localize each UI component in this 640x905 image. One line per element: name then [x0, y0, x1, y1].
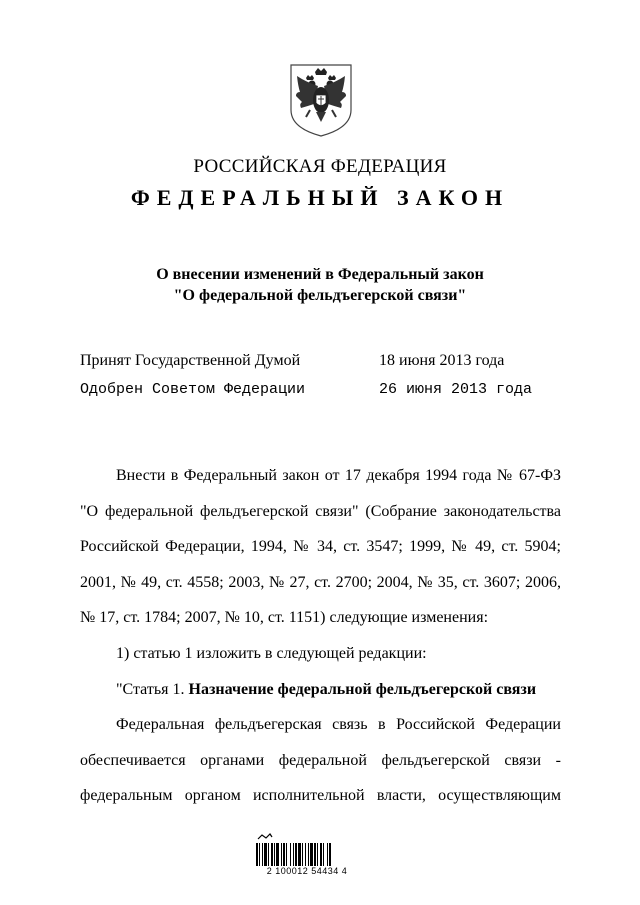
coat-of-arms-icon — [288, 62, 354, 138]
duma-adoption-date: 18 июня 2013 года — [379, 352, 505, 369]
signature-mark — [258, 834, 272, 839]
article-prefix: "Статья 1. — [116, 680, 189, 698]
duma-adoption-label: Принят Государственной Думой — [80, 352, 301, 369]
country-name: РОССИЙСКАЯ ФЕДЕРАЦИЯ — [193, 156, 447, 177]
article-title: Назначение федеральной фельдъегерской связи — [188, 680, 537, 698]
article-1-heading — [80, 672, 561, 708]
law-body — [80, 458, 561, 814]
document-type: ФЕДЕРАЛЬНЫЙ ЗАКОН — [130, 185, 510, 210]
law-title-line-2: "О федеральной фельдъегерской связи" — [173, 287, 467, 304]
barcode-number: 2 100012 54434 4 — [252, 866, 362, 876]
law-title — [0, 264, 640, 306]
law-title-line-1: О внесении изменений в Федеральный закон — [156, 266, 484, 283]
adoption-council-row — [80, 381, 560, 401]
adoption-duma-row — [80, 352, 560, 372]
council-approval-date: 26 июня 2013 года — [379, 381, 533, 398]
council-approval-label: Одобрен Советом Федерации — [80, 381, 306, 398]
article-1-text: Федеральная фельдъегерская связь в Российской Федерации обеспечивается органами федеральной фельдъегерской связи - федеральным органом исполнительной власти, осуществляющим — [80, 716, 561, 805]
item-1-paragraph: 1) статью 1 изложить в следующей редакции: — [116, 644, 427, 662]
intro-paragraph: Внести в Федеральный закон от 17 декабря 1994 года № 67-ФЗ "О федеральной фельдъегерской связи" (Собрание законодательства Российской Федерации, 1994, № 34, ст. 3547; 1999, № 49, ст. 5904; 2001, № 49, ст. 4558; 2003, № 27, ст. 2700; 2004, № 35, ст. 3607; 2006, № 17, ст. 1784; 2007, № 10, ст. 1151) следующие изменения: — [80, 467, 561, 627]
